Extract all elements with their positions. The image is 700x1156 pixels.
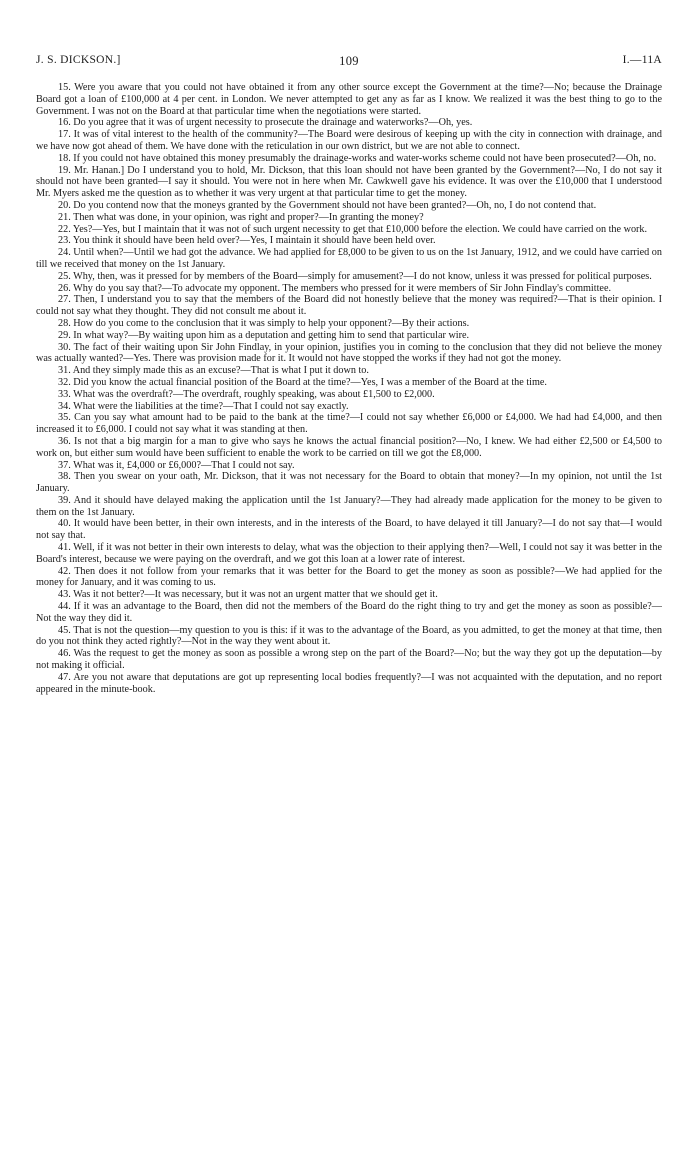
question-25: 25. Why, then, was it pressed for by members of the Board—simply for amusement?—I do not know, unless it was pressed for political purposes. [58, 270, 652, 282]
question-19: 19. Mr. Hanan.] Do I understand you to hold, Mr. Dickson, that this loan should not have been granted by the Government?—No, I do not say it should not have been granted—I say it should. You were not in here when Mr. Cawkwell gave his evidence. It was over the £10,000 that I understood Mr. Myers asked me the question as to whether it was very urgent at that particular time to get the money. [36, 164, 662, 200]
question-15: 15. Were you aware that you could not have obtained it from any other source except the Government at the time?—No; because the Drainage Board got a loan of £100,000 at 4 per cent. in London. We never attempted to get any as far as I know. We realized it was the best thing to go to the Government. I was not on the Board at that particular time when the negotiations were started. [36, 82, 662, 117]
question-29: 29. In what way?—By waiting upon him as a deputation and getting him to send that particular wire. [58, 329, 470, 341]
question-40: 40. It would have been better, in their own interests, and in the interests of the Board, to have delayed it till January?—I do not say that—I would not say that. [36, 518, 662, 542]
question-35: 35. Can you say what amount had to be paid to the bank at the time?—I could not say whether £6,000 or £4,000. We had had £4,000, and then increased it to £6,000. I could not say what it was standing at then. [36, 412, 662, 436]
question-45: 45. That is not the question—my question to you is this: if it was to the advantage of the Board, as you admitted, to get the money at that time, then do you not think they acted rightly?—Not in the way they went about it. [36, 624, 662, 648]
question-41: 41. Well, if it was not better in their own interests to delay, what was the objection to their applying then?—Well, I could not say it was better in the Board's interest, because we were paying on the overdraft, and we got this loan at a lower rate of interest. [36, 542, 662, 565]
question-20: 20. Do you contend now that the moneys granted by the Government should not have been granted?—Oh, no, I do not contend that. [58, 199, 597, 211]
question-27: 27. Then, I understand you to say that the members of the Board did not honestly believe that the money was required?—That is their opinion. I could not say what they thought. They did not consult me about it. [36, 294, 662, 318]
question-39: 39. And it should have delayed making the application until the 1st January?—They had already made application for the money to be given to them on the 1st January. [36, 494, 662, 518]
question-36: 36. Is not that a big margin for a man to give who says he knows the actual financial position?—No, I knew. We had either £2,500 or £4,500 to work on, but either sum would have been sufficient to enable the work to be carried on till we got the £8,000. [36, 435, 662, 459]
question-37: 37. What was it, £4,000 or £6,000?—That I could not say. [58, 459, 295, 471]
question-47: 47. Are you not aware that deputations are got up representing local bodies frequently?—I was not acquainted with the deputation, and no report appeared in the minute-book. [36, 671, 662, 695]
witness-name: J. S. DICKSON.] [36, 54, 121, 66]
question-33: 33. What was the overdraft?—The overdraft, roughly speaking, was about £1,500 to £2,000. [58, 388, 435, 400]
question-28: 28. How do you come to the conclusion that it was simply to help your opponent?—By their actions. [58, 317, 470, 329]
question-30: 30. The fact of their waiting upon Sir John Findlay, in your opinion, justifies you in coming to the conclusion that they did not believe the money was actually wanted?—Yes. There was provision made for it. It would not have stopped the works if they had not got the money. [36, 341, 662, 365]
evidence-text [36, 82, 662, 695]
page-number: 109 [339, 54, 359, 68]
question-22: 22. Yes?—Yes, but I maintain that it was not of such urgent necessity to get that £10,000 before the election. We could have carried on the work. [58, 223, 648, 235]
question-26: 26. Why do you say that?—To advocate my opponent. The members who pressed for it were members of Sir John Findlay's committee. [58, 282, 612, 294]
question-42: 42. Then does it not follow from your remarks that it was better for the Board to get the money as soon as possible?—We had applied for the money for January, and it was coming to us. [36, 565, 662, 589]
question-38: 38. Then you swear on your oath, Mr. Dickson, that it was not necessary for the Board to obtain that money?—In my opinion, not until the 1st January. [36, 471, 662, 495]
question-21: 21. Then what was done, in your opinion, was right and proper?—In granting the money? [58, 211, 424, 223]
question-16: 16. Do you agree that it was of urgent necessity to prosecute the drainage and waterworks?—Oh, yes. [58, 117, 473, 129]
question-17: 17. It was of vital interest to the health of the community?—The Board were desirous of keeping up with the city in connection with drainage, and we have now got ahead of them. We have done with the reticulation in our own district, but we are not able to connect. [36, 129, 662, 152]
question-43: 43. Was it not better?—It was necessary, but it was not an urgent matter that we should get it. [58, 589, 438, 601]
page-header [36, 54, 662, 70]
question-23: 23. You think it should have been held over?—Yes, I maintain it should have been held over. [58, 235, 436, 247]
paper-reference: I.—11A [622, 54, 662, 66]
question-32: 32. Did you know the actual financial position of the Board at the time?—Yes, I was a member of the Board at the time. [58, 376, 547, 388]
question-18: 18. If you could not have obtained this money presumably the drainage-works and water-works scheme could not have been prosecuted?—Oh, no. [58, 152, 657, 164]
question-31: 31. And they simply made this as an excuse?—That is what I put it down to. [58, 365, 369, 377]
question-34: 34. What were the liabilities at the time?—That I could not say exactly. [58, 400, 349, 412]
question-24: 24. Until when?—Until we had got the advance. We had applied for £8,000 to be given to us on the 1st January, 1912, and we could have carried on till we received that money on the 1st January. [36, 247, 662, 270]
question-46: 46. Was the request to get the money as soon as possible a wrong step on the part of the Board?—No; but the way they got up the deputation—by not making it official. [36, 648, 662, 672]
question-44: 44. If it was an advantage to the Board, then did not the members of the Board do the right thing to try and get the money as soon as possible?—Not the way they did it. [36, 601, 662, 624]
